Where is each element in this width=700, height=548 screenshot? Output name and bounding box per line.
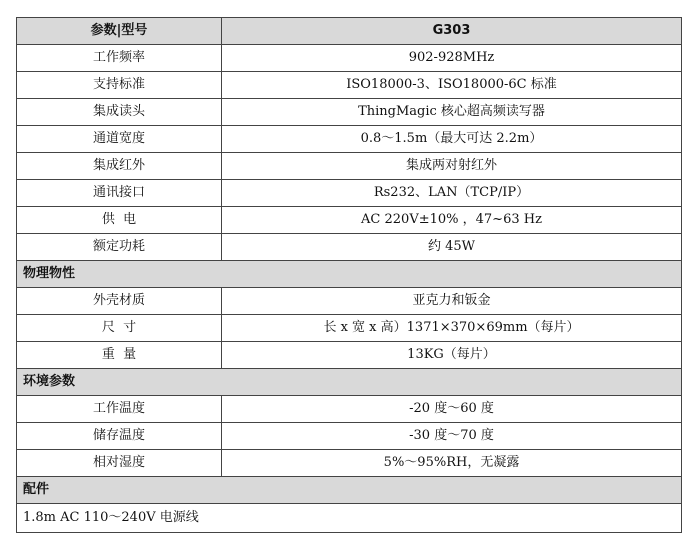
section-header-accessories <box>17 477 682 504</box>
table-row <box>17 126 682 153</box>
section-title: 物理物性 <box>17 261 682 288</box>
section-title: 配件 <box>17 477 682 504</box>
accessories-row <box>17 504 682 533</box>
header-model: G303 <box>222 18 682 45</box>
table-row <box>17 99 682 126</box>
table-row <box>17 396 682 423</box>
row-value: ThingMagic 核心超高频读写器 <box>222 99 682 126</box>
section-title: 环境参数 <box>17 369 682 396</box>
row-label: 通讯接口 <box>17 180 222 207</box>
row-value: ISO18000-3、ISO18000-6C 标准 <box>222 72 682 99</box>
row-value: 902-928MHz <box>222 45 682 72</box>
row-label: 储存温度 <box>17 423 222 450</box>
table-row <box>17 450 682 477</box>
header-param: 参数|型号 <box>17 18 222 45</box>
row-label: 通道宽度 <box>17 126 222 153</box>
table-row <box>17 423 682 450</box>
table-row <box>17 288 682 315</box>
row-label: 相对湿度 <box>17 450 222 477</box>
section-header-physical <box>17 261 682 288</box>
row-label: 支持标准 <box>17 72 222 99</box>
row-label: 外壳材质 <box>17 288 222 315</box>
row-label: 工作频率 <box>17 45 222 72</box>
spec-table <box>16 17 682 533</box>
row-label: 重 量 <box>17 342 222 369</box>
row-value: 长 x 宽 x 高）1371×370×69mm（每片） <box>222 315 682 342</box>
row-label: 供 电 <box>17 207 222 234</box>
accessories-note: 1.8m AC 110～240V 电源线 <box>17 504 682 533</box>
row-value: -20 度～60 度 <box>222 396 682 423</box>
row-value: AC 220V±10% ，47~63 Hz <box>222 207 682 234</box>
row-value: -30 度～70 度 <box>222 423 682 450</box>
table-row <box>17 180 682 207</box>
row-value: 13KG（每片） <box>222 342 682 369</box>
row-value: 约 45W <box>222 234 682 261</box>
row-value: 0.8～1.5m（最大可达 2.2m） <box>222 126 682 153</box>
row-value: 集成两对射红外 <box>222 153 682 180</box>
table-row <box>17 72 682 99</box>
row-value: 5%～95%RH，无凝露 <box>222 450 682 477</box>
row-value: Rs232、LAN（TCP/IP） <box>222 180 682 207</box>
row-label: 集成红外 <box>17 153 222 180</box>
row-label: 工作温度 <box>17 396 222 423</box>
row-label: 额定功耗 <box>17 234 222 261</box>
section-header-environment <box>17 369 682 396</box>
row-label: 尺 寸 <box>17 315 222 342</box>
header-row <box>17 18 682 45</box>
table-row <box>17 315 682 342</box>
table-row <box>17 207 682 234</box>
row-value: 亚克力和钣金 <box>222 288 682 315</box>
table-row <box>17 45 682 72</box>
table-row <box>17 234 682 261</box>
row-label: 集成读头 <box>17 99 222 126</box>
table-row <box>17 342 682 369</box>
table-row <box>17 153 682 180</box>
